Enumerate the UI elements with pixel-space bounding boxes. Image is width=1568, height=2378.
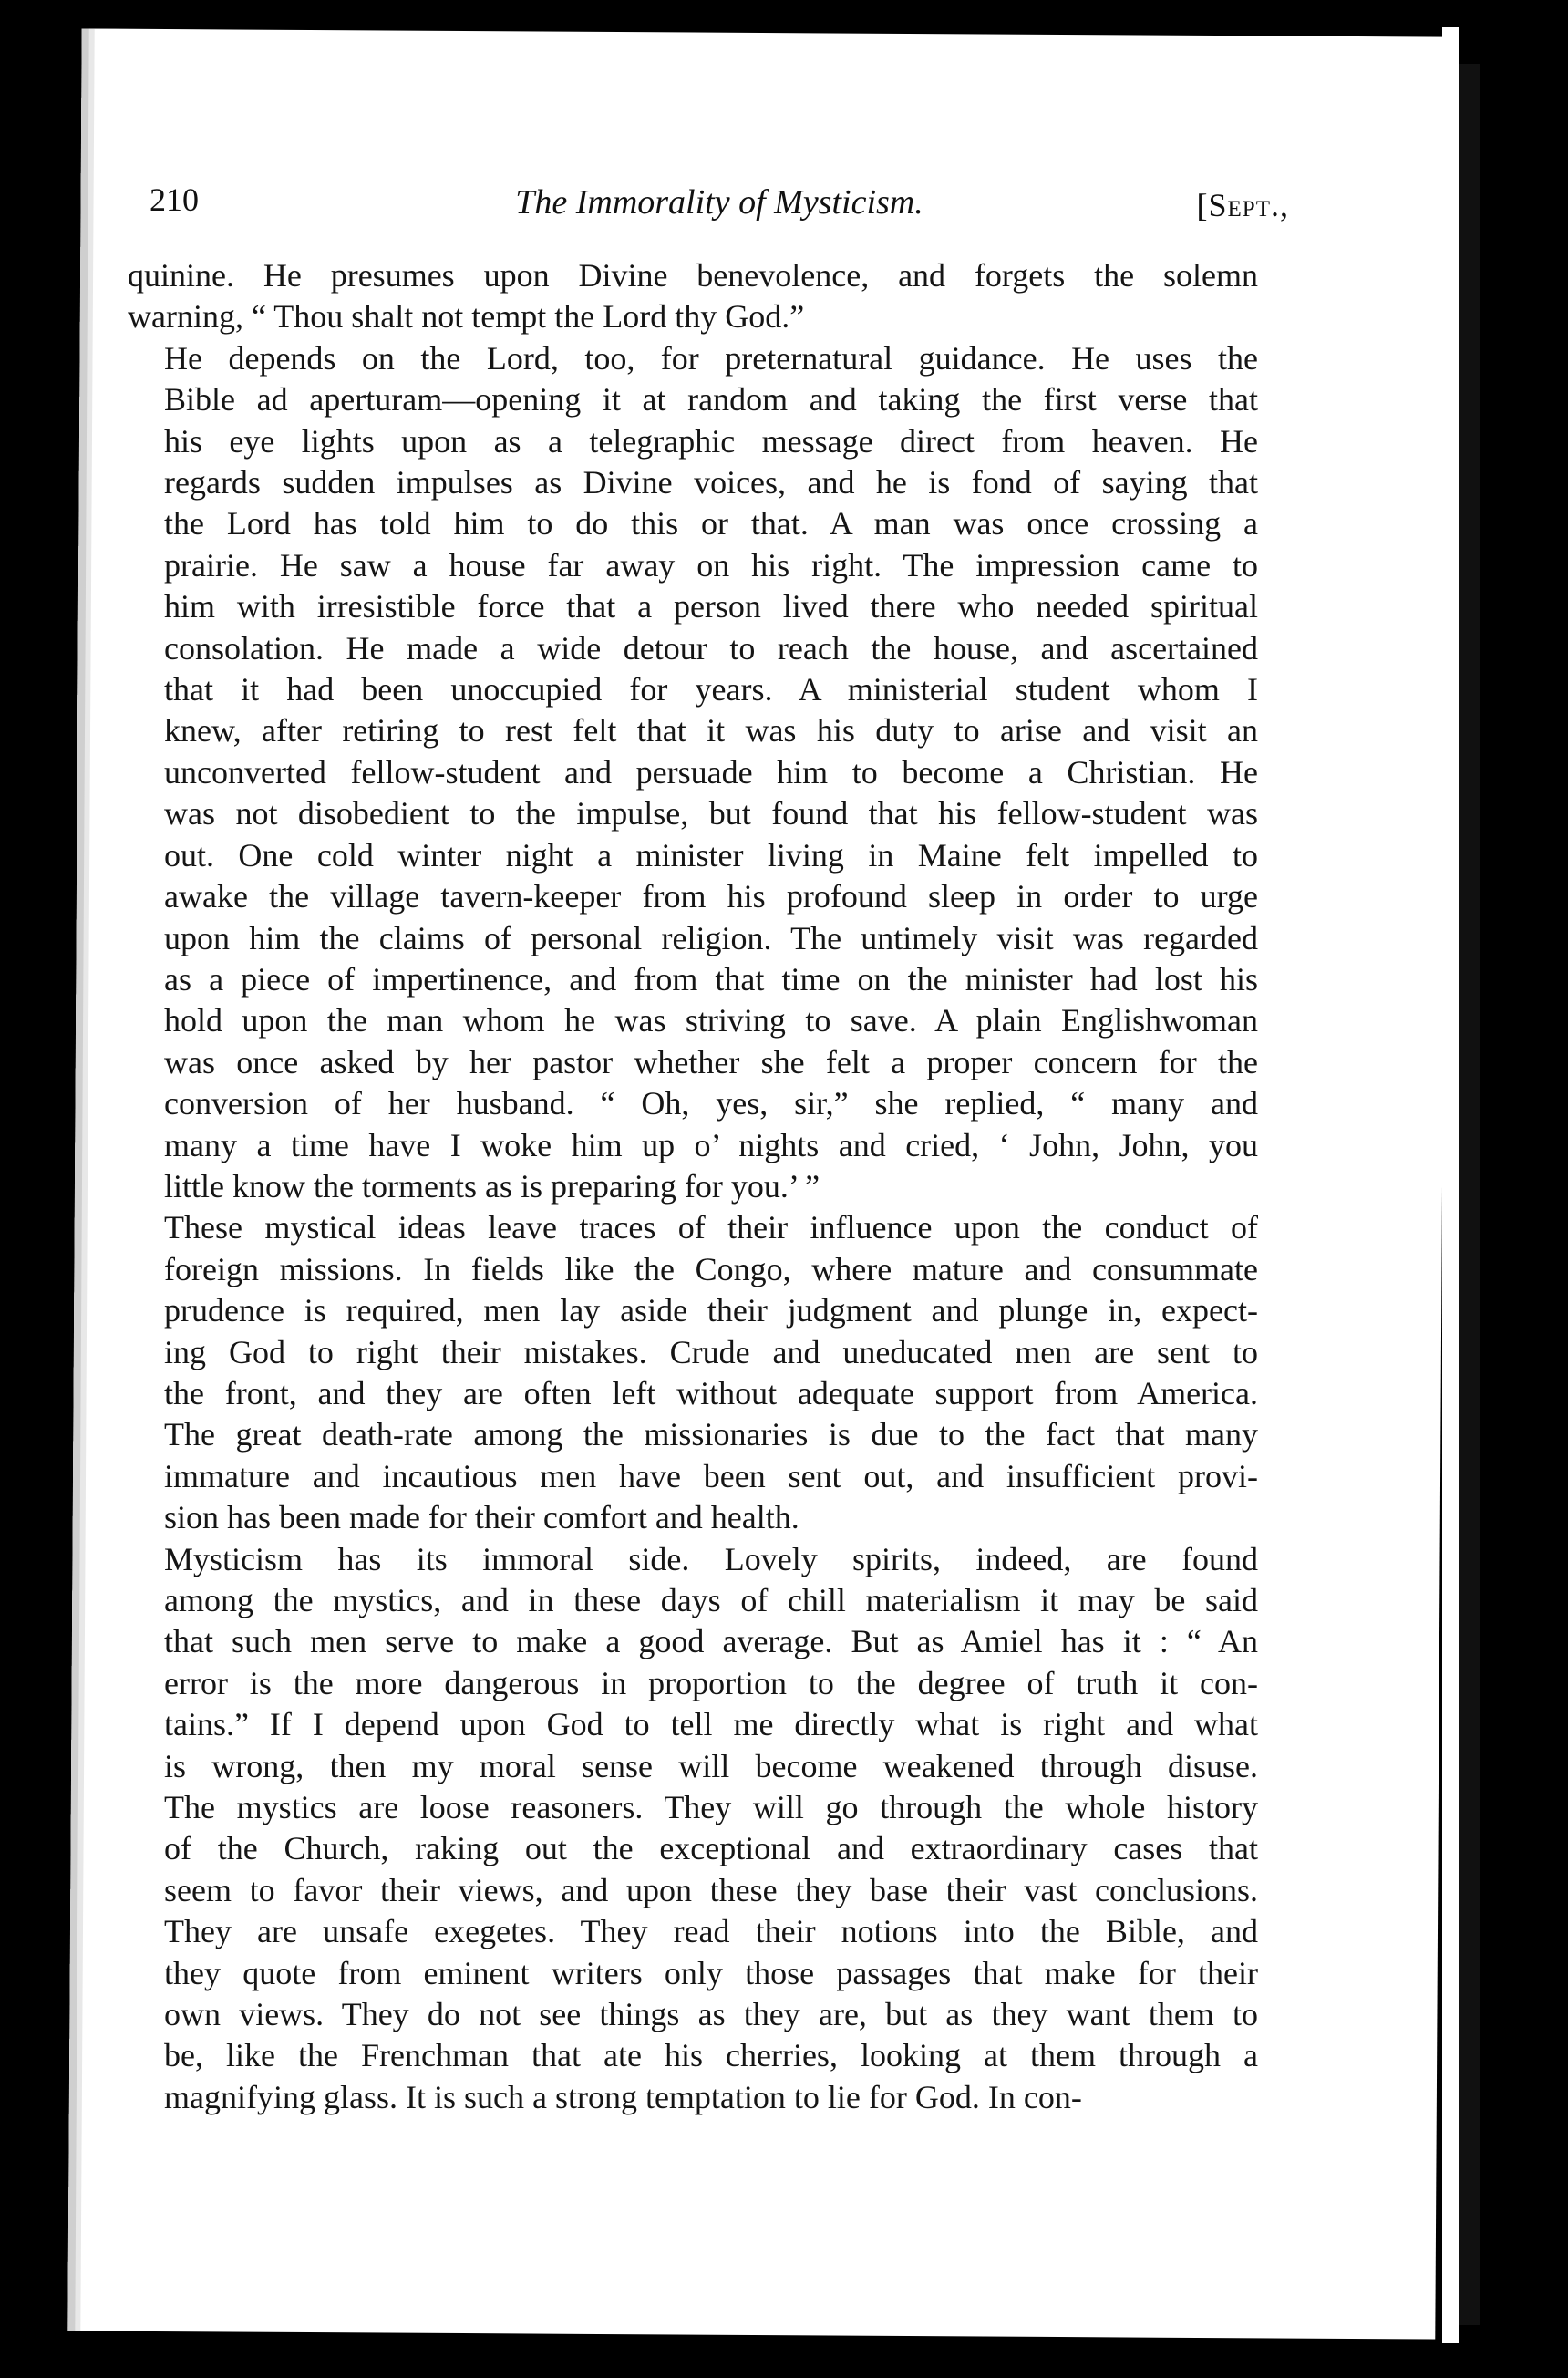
- paragraph: [128, 338, 1258, 1208]
- text-line: seem to favor their views, and upon these they base their vast conclusions.: [164, 1871, 1258, 1908]
- text-line: These mystical ideas leave traces of their influence upon the conduct of: [164, 1209, 1258, 1246]
- text-line: awake the village tavern-keeper from his profound sleep in order to urge: [164, 878, 1258, 915]
- text-line: regards sudden impulses as Divine voices, and he is fond of saying that: [164, 464, 1258, 501]
- text-line: He depends on the Lord, too, for preternatural guidance. He uses the: [164, 339, 1258, 377]
- text-line: among the mystics, and in these days of chill materialism it may be said: [164, 1582, 1258, 1618]
- text-line: foreign missions. In fields like the Congo, where mature and consummate: [164, 1250, 1258, 1287]
- text-line: upon him the claims of personal religion. The untimely visit was regarded: [164, 919, 1258, 956]
- text-line: unconverted fellow-student and persuade him to become a Christian. He: [164, 753, 1258, 791]
- text-line: that such men serve to make a good average. But as Amiel has it : “ An: [164, 1623, 1258, 1660]
- text-line: prairie. He saw a house far away on his right. The impression came to: [164, 546, 1258, 584]
- text-line: of the Church, raking out the exceptional and extraordinary cases that: [164, 1830, 1258, 1867]
- page-body: [128, 255, 1258, 2118]
- paragraph: [128, 1539, 1258, 2119]
- text-line: his eye lights upon as a telegraphic message direct from heaven. He: [164, 422, 1258, 460]
- date-mark: [Sept.,: [1196, 187, 1289, 223]
- text-line: Mysticism has its immoral side. Lovely spirits, indeed, are found: [164, 1540, 1258, 1577]
- text-line: many a time have I woke him up o’ nights and cried, ‘ John, John, you: [164, 1126, 1258, 1163]
- text-line: The great death-rate among the missionaries is due to the fact that many: [164, 1416, 1258, 1453]
- page-number: 210: [150, 181, 199, 218]
- text-line: The mystics are loose reasoners. They will go through the whole history: [164, 1789, 1258, 1826]
- text-line: knew, after retiring to rest felt that it was his duty to arise and visit an: [164, 712, 1258, 750]
- text-line: they quote from eminent writers only those passages that make for their: [164, 1954, 1258, 1991]
- running-title: The Immorality of Mysticism.: [515, 183, 923, 222]
- text-line: conversion of her husband. “ Oh, yes, sir,” she replied, “ many and: [164, 1085, 1258, 1122]
- text-line: magnifying glass. It is such a strong temptation to lie for God. In con-: [164, 2078, 1082, 2115]
- text-line: consolation. He made a wide detour to reach the house, and ascertained: [164, 629, 1258, 667]
- text-line: own views. They do not see things as they are, but as they want them to: [164, 1996, 1258, 2033]
- text-line: be, like the Frenchman that ate his cherries, looking at them through a: [164, 2037, 1258, 2074]
- text-line: ing God to right their mistakes. Crude and uneducated men are sent to: [164, 1333, 1258, 1370]
- text-line: Bible ad aperturam—opening it at random and taking the first verse that: [164, 381, 1258, 419]
- text-line: warning, “ Thou shalt not tempt the Lord thy God.”: [128, 298, 805, 336]
- page-header: [150, 173, 1289, 228]
- text-line: that it had been unoccupied for years. A ministerial student whom I: [164, 671, 1258, 708]
- text-line: was not disobedient to the impulse, but found that his fellow-student was: [164, 795, 1258, 832]
- text-line: out. One cold winter night a minister living in Maine felt impelled to: [164, 836, 1258, 874]
- paragraph: [128, 1207, 1258, 1538]
- book-gutter-shadow: [1459, 64, 1480, 2325]
- text-line: the front, and they are often left without adequate support from America.: [164, 1374, 1258, 1411]
- paragraph: [128, 255, 1258, 338]
- text-line: him with irresistible force that a person lived there who needed spiritual: [164, 588, 1258, 626]
- text-line: hold upon the man whom he was striving to save. A plain Englishwoman: [164, 1002, 1258, 1039]
- text-line: immature and incautious men have been sent out, and insufficient provi-: [164, 1457, 1258, 1494]
- text-line: error is the more dangerous in proportion to the degree of truth it con-: [164, 1664, 1258, 1701]
- text-line: sion has been made for their comfort and health.: [164, 1499, 799, 1536]
- text-line: the Lord has told him to do this or that. A man was once crossing a: [164, 505, 1258, 543]
- text-line: was once asked by her pastor whether she felt a proper concern for the: [164, 1043, 1258, 1080]
- text-line: prudence is required, men lay aside their judgment and plunge in, expect-: [164, 1292, 1258, 1329]
- text-line: is wrong, then my moral sense will become weakened through disuse.: [164, 1747, 1258, 1784]
- text-line: little know the torments as is preparing for you.’ ”: [164, 1167, 820, 1205]
- text-line: quinine. He presumes upon Divine benevolence, and forgets the solemn: [128, 257, 1258, 294]
- text-line: They are unsafe exegetes. They read their notions into the Bible, and: [164, 1913, 1258, 1950]
- text-line: as a piece of impertinence, and from that time on the minister had lost his: [164, 960, 1258, 998]
- text-line: tains.” If I depend upon God to tell me directly what is right and what: [164, 1706, 1258, 1743]
